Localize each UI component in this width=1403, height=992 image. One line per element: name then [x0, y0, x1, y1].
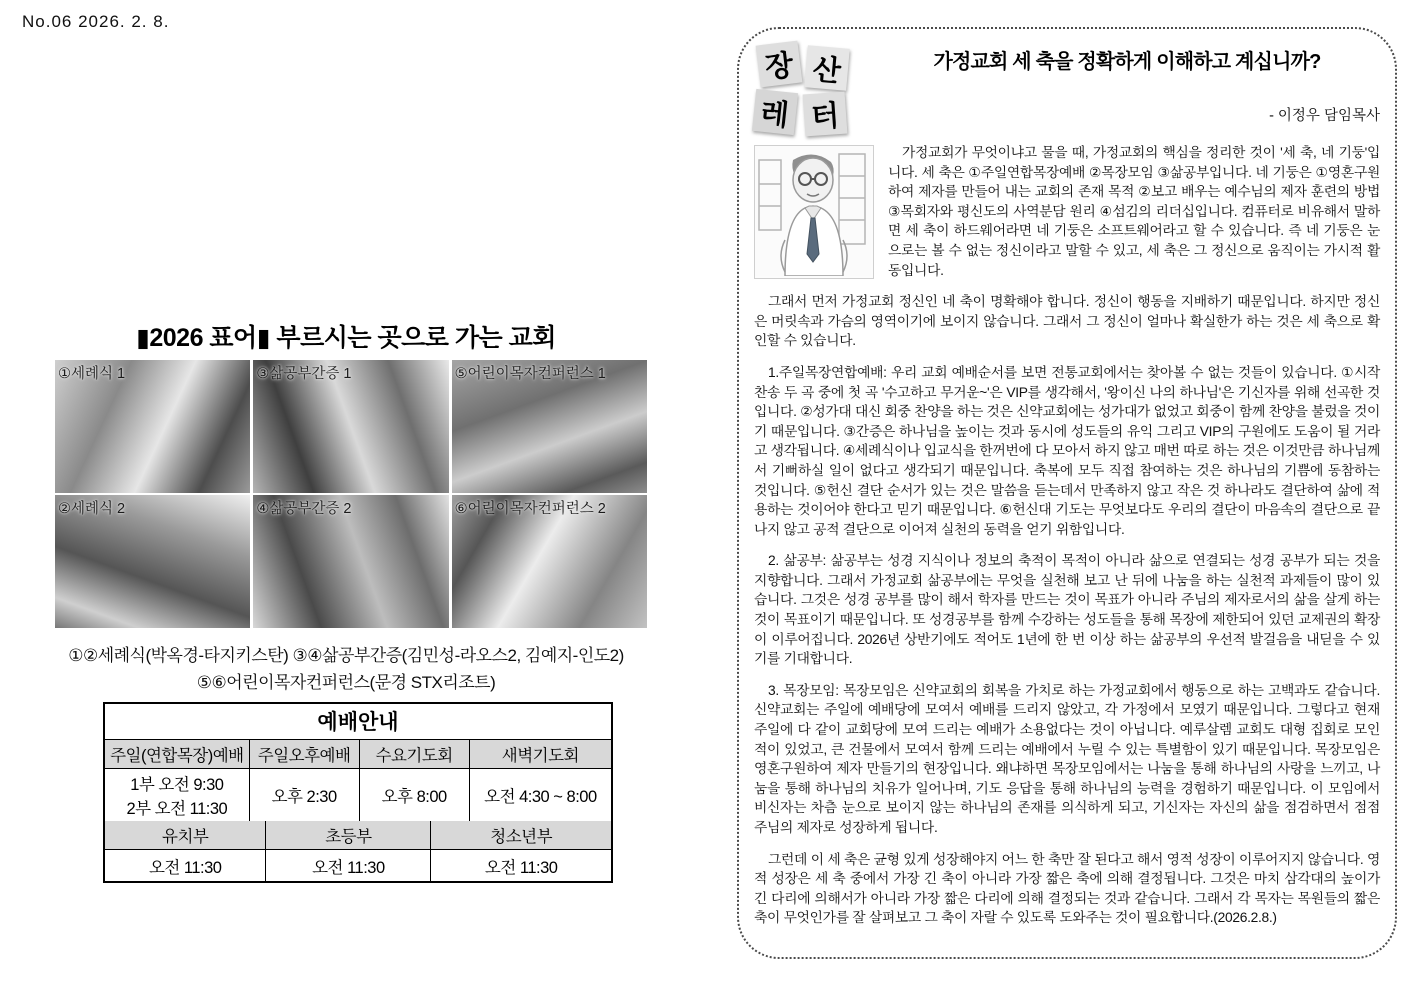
photo-caption-line-2: ⑤⑥어린이목자컨퍼런스(문경 STX리조트) — [196, 673, 496, 692]
logo-tile: 산 — [804, 45, 850, 91]
letter-body — [754, 143, 1380, 928]
schedule-header-kindergarten: 유치부 — [105, 821, 266, 850]
schedule-header-sunday-afternoon: 주일오후예배 — [249, 740, 359, 769]
letter-paragraph-1: 가정교회가 무엇이냐고 물을 때, 가정교회의 핵심을 정리한 것이 '세 축, 네 기둥'입니다. 세 축은 ①주일연합목장예배 ②목장모임 ③삶공부입니다. 네 기둥은 ①영혼구원 하여 제자를 만들어 내는 교회의 존재 목적 ②보고 배우는 예수님의 제자 훈련의 방법 ③목회자와 평신도의 사역분담 원리 ④섬김의 리더십입니다. 컴퓨터로 비유해서 말하면 세 축이 하드웨어라면 네 기둥은 소프트웨어라고 할 수 있습니다. 즉 네 기둥은 눈으로는 볼 수 없는 정신이라고 말할 수 있고, 세 축은 그 정신으로 움직이는 가시적 활동입니다. — [888, 145, 1380, 278]
schedule-value-wednesday: 오후 8:00 — [359, 769, 469, 822]
photo-label: ⑤어린이목자컨퍼런스 1 — [454, 366, 606, 382]
schedule-header-wednesday-prayer: 수요기도회 — [359, 740, 469, 769]
pastor-portrait-sketch — [754, 145, 874, 279]
sunday-service-2: 2부 오전 11:30 — [126, 800, 228, 818]
letter-paragraph-3: 1.주일목장연합예배: 우리 교회 예배순서를 보면 전통교회에서는 찾아볼 수 없는 것들이 있습니다. ①시작 찬송 두 곡 중에 첫 곡 '수고하고 무거운~'은 VIP를 생각해서, '왕이신 나의 하나님'은 기신자를 위해 선곡한 것입니다. ②성가대 대신 회중 찬양을 하는 것은 신약교회에는 성가대가 없었고 회중이 함께 찬양을 불렀을 것이기 때문입니다. ③간증은 하나님을 높이는 것과 동시에 성도들의 유익 그리고 VIP의 구원에도 도움이 될 거라고 생각됩니다. ④세례식이나 입교식을 한꺼번에 다 모아서 하지 않고 매번 따로 하는 것은 이것만큼 하나님께서 기뻐하실 일이 없다고 생각되기 때문입니다. 축복에 모두 직접 참여하는 것은 하나님의 기쁨에 동참하는 것입니다. ⑤헌신 결단 순서가 있는 것은 말씀을 듣는데서 만족하지 않고 작은 것 하나라도 결단하여 삶에 적용하는 것이어야 한다고 믿기 때문입니다. ⑥헌신대 기도는 무엇보다도 우리의 결단이 마음속의 결단으로 끝나지 않고 공적 결단으로 이어져 실천의 동력을 얻기 위함입니다. — [754, 364, 1380, 537]
schedule-header-dawn-prayer: 새벽기도회 — [469, 740, 611, 769]
letter-paragraph-2: 그래서 먼저 가정교회 정신인 네 축이 명확해야 합니다. 정신이 행동을 지배하기 때문입니다. 하지만 정신은 머릿속과 가슴의 영역이기에 보이지 않습니다. 그래서 그 정신이 얼마나 확실한가 하는 것은 세 축으로 확인할 수 있습니다. — [754, 294, 1380, 349]
schedule-title: 예배안내 — [105, 704, 611, 740]
worship-schedule-table — [103, 702, 613, 883]
photo-label: ⑥어린이목자컨퍼런스 2 — [454, 501, 606, 517]
letter-paragraph-6: 그런데 이 세 축은 균형 있게 성장해야지 어느 한 축만 잘 된다고 해서 영적 성장이 이루어지지 않습니다. 영적 성장은 세 축 중에서 가장 긴 축이 아니라 가장 짧은 축에 의해 결정됩니다. 그것은 마치 삼각대의 높이가 긴 다리에 의해서가 아니라 가장 짧은 다리에 의해 결정되는 것과 같습니다. 그래서 각 목자는 목원들의 짧은 축이 무엇인가를 잘 살펴보고 그 축이 자랄 수 있도록 도와주는 것이 필요합니다.(2026.2.8.) — [754, 851, 1380, 926]
jangsan-letter-box — [737, 27, 1397, 959]
photo-life-study-testimony-1 — [253, 360, 448, 493]
photo-children-shepherd-conference-2 — [452, 495, 647, 628]
schedule-upper-table — [105, 740, 611, 821]
schedule-value-youth: 오전 11:30 — [431, 850, 611, 882]
portrait-sketch-svg — [755, 146, 871, 276]
letter-byline: - 이정우 담임목사 — [1269, 108, 1380, 124]
schedule-value-dawn: 오전 4:30 ~ 8:00 — [469, 769, 611, 822]
logo-tile: 레 — [752, 89, 798, 135]
photo-grid — [55, 360, 647, 628]
photo-label: ①세례식 1 — [58, 366, 126, 382]
schedule-value-kindergarten: 오전 11:30 — [105, 850, 266, 882]
schedule-header-youth: 청소년부 — [431, 821, 611, 850]
letter-paragraph-5: 3. 목장모임: 목장모임은 신약교회의 회복을 가치로 하는 가정교회에서 행동으로 하는 고백과도 같습니다. 신약교회는 주일에 예배당에 모여서 예배를 드리지 않았고, 각 가정에서 모였기 때문입니다. 그렇다고 현재 주일에 다 같이 교회당에 모여 드리는 예배가 소용없다는 것이 아닙니다. 예루살렘 교회도 대형 집회로 모인 적이 있었고, 큰 건물에서 모여서 함께 드리는 예배에서 누릴 수 있는 특별함이 있기 때문입니다. 목장모임은 영혼구원하여 제자 만들기의 현장입니다. 왜냐하면 목장모임에서는 나눔을 통해 하나님의 사랑을 느끼고, 나눔을 통해 하나님의 치유가 일어나며, 기도 응답을 통해 하나님의 능력을 경험하기 때문입니다. 이 모임에서 비신자는 차츰 눈으로 보이지 않는 하나님의 존재를 의식하게 되고, 기신자는 자신의 삶을 점검하면서 점점 주님의 제자로 성장하게 됩니다. — [754, 682, 1380, 835]
schedule-header-sunday: 주일(연합목장)예배 — [105, 740, 249, 769]
page-title: ▮2026 표어▮ 부르시는 곳으로 가는 교회 — [136, 324, 556, 352]
schedule-value-afternoon: 오후 2:30 — [249, 769, 359, 822]
schedule-value-elementary: 오전 11:30 — [266, 850, 431, 882]
photo-children-shepherd-conference-1 — [452, 360, 647, 493]
photo-label: ④삶공부간증 2 — [256, 501, 352, 517]
photo-label: ②세례식 2 — [58, 501, 126, 517]
letter-title: 가정교회 세 축을 정확하게 이해하고 계십니까? — [933, 51, 1321, 73]
photo-baptism-1 — [55, 360, 250, 493]
photo-life-study-testimony-2 — [253, 495, 448, 628]
photo-label: ③삶공부간증 1 — [256, 366, 352, 382]
photo-caption-line-1: ①②세례식(박옥경-타지키스탄) ③④삶공부간증(김민성-라오스2, 김예지-인도2) — [68, 646, 624, 665]
schedule-value-sunday — [105, 769, 249, 822]
schedule-header-elementary: 초등부 — [266, 821, 431, 850]
letter-paragraph-4: 2. 삶공부: 삶공부는 성경 지식이나 정보의 축적이 목적이 아니라 삶으로 연결되는 성경 공부가 되는 것을 지향합니다. 그래서 가정교회 삶공부에는 무엇을 실천해 보고 난 뒤에 나눔을 하는 실천적 과제들이 많이 있습니다. 그것은 성경 공부를 많이 해서 학자를 만드는 것이 목표가 아니라 주님의 제자로서의 삶을 살게 하는 것이 목표이기 때문입니다. 또 성경공부를 함께 수강하는 성도들을 통해 목장에 제한되어 있던 교제권의 확장이 이루어집니다. 2026년 상반기에도 적어도 1년에 한 번 이상 하는 삶공부의 우선적 발걸음을 내딛을 수 있기를 기대합니다. — [754, 553, 1380, 667]
jangsan-letter-logo — [754, 41, 858, 145]
sunday-service-1: 1부 오전 9:30 — [130, 776, 224, 794]
logo-tile: 터 — [803, 92, 848, 137]
schedule-lower-table — [105, 821, 611, 881]
letter-header — [754, 37, 1380, 133]
logo-tile: 장 — [756, 41, 803, 88]
issue-number: No.06 2026. 2. 8. — [22, 12, 170, 31]
photo-baptism-2 — [55, 495, 250, 628]
